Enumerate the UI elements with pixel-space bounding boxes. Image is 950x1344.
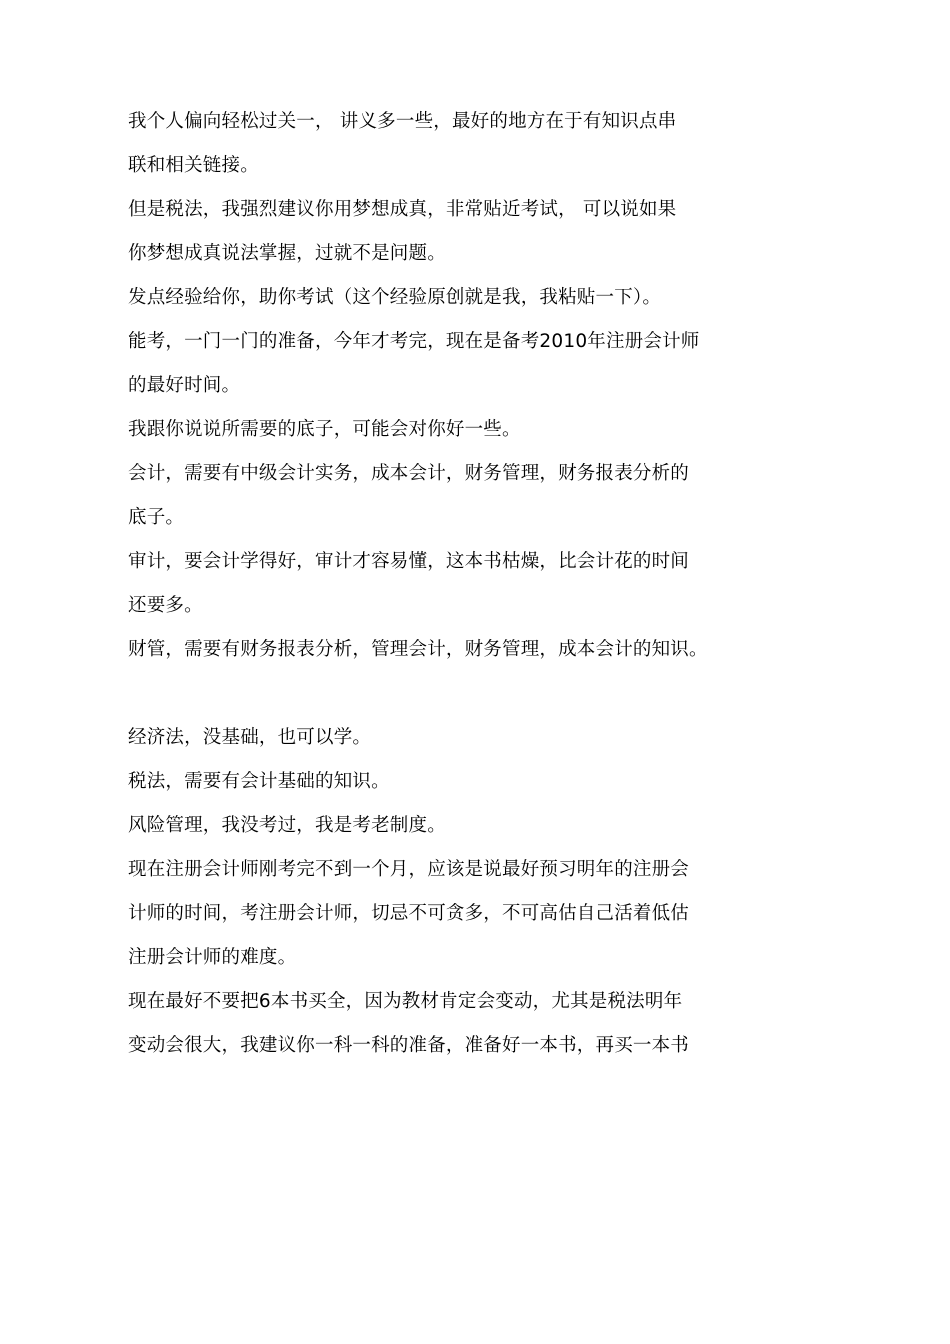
text-line: 我跟你说说所需要的底子，可能会对你好一些。: [128, 419, 521, 440]
text-line: 经济法，没基础，也可以学。: [128, 727, 372, 748]
paragraph-11: [128, 804, 718, 848]
text-line: 底子。: [128, 507, 185, 528]
text-line: 税法，需要有会计基础的知识。: [128, 771, 390, 792]
paragraph-10: [128, 760, 718, 804]
text-line: 会计，需要有中级会计实务，成本会计，财务管理，财务报表分析的: [128, 463, 690, 484]
text-line: 计师的时间，考注册会计师，切忌不可贪多，不可高估自己活着低估: [128, 903, 690, 924]
text-line: 你梦想成真说法掌握，过就不是问题。: [128, 243, 446, 264]
text-line: 还要多。: [128, 595, 203, 616]
text-line: 审计，要会计学得好，审计才容易懂，这本书枯燥，比会计花的时间: [128, 551, 690, 572]
paragraph-5: [128, 408, 718, 452]
text-line: 现在注册会计师刚考完不到一个月，应该是说最好预习明年的注册会: [128, 859, 690, 880]
paragraph-8: [128, 628, 718, 672]
text-line: 财管，需要有财务报表分析，管理会计，财务管理，成本会计的知识。: [128, 639, 708, 660]
paragraph-1: [128, 100, 718, 188]
text-line: 现在最好不要把6本书买全，因为教材肯定会变动，尤其是税法明年: [128, 991, 683, 1012]
text-line: 风险管理，我没考过，我是考老制度。: [128, 815, 446, 836]
text-line: 发点经验给你，助你考试（这个经验原创就是我，我粘贴一下）。: [128, 287, 662, 308]
document-body: [128, 100, 718, 1068]
text-line: 变动会很大，我建议你一科一科的准备，准备好一本书，再买一本书: [128, 1035, 690, 1056]
text-line: 的最好时间。: [128, 375, 241, 396]
text-line: 联和相关链接。: [128, 155, 259, 176]
text-line: 我个人偏向轻松过关一， 讲义多一些，最好的地方在于有知识点串: [128, 111, 677, 132]
paragraph-2: [128, 188, 718, 276]
paragraph-7: [128, 540, 718, 628]
paragraph-12: [128, 848, 718, 980]
blank-line: [128, 672, 718, 716]
paragraph-9: [128, 716, 718, 760]
text-line: 但是税法，我强烈建议你用梦想成真，非常贴近考试， 可以说如果: [128, 199, 677, 220]
paragraph-6: [128, 452, 718, 540]
paragraph-4: [128, 320, 718, 408]
text-line: 注册会计师的难度。: [128, 947, 297, 968]
text-line: 能考，一门一门的准备，今年才考完，现在是备考2010年注册会计师: [128, 331, 700, 352]
paragraph-3: [128, 276, 718, 320]
paragraph-13: [128, 980, 718, 1068]
